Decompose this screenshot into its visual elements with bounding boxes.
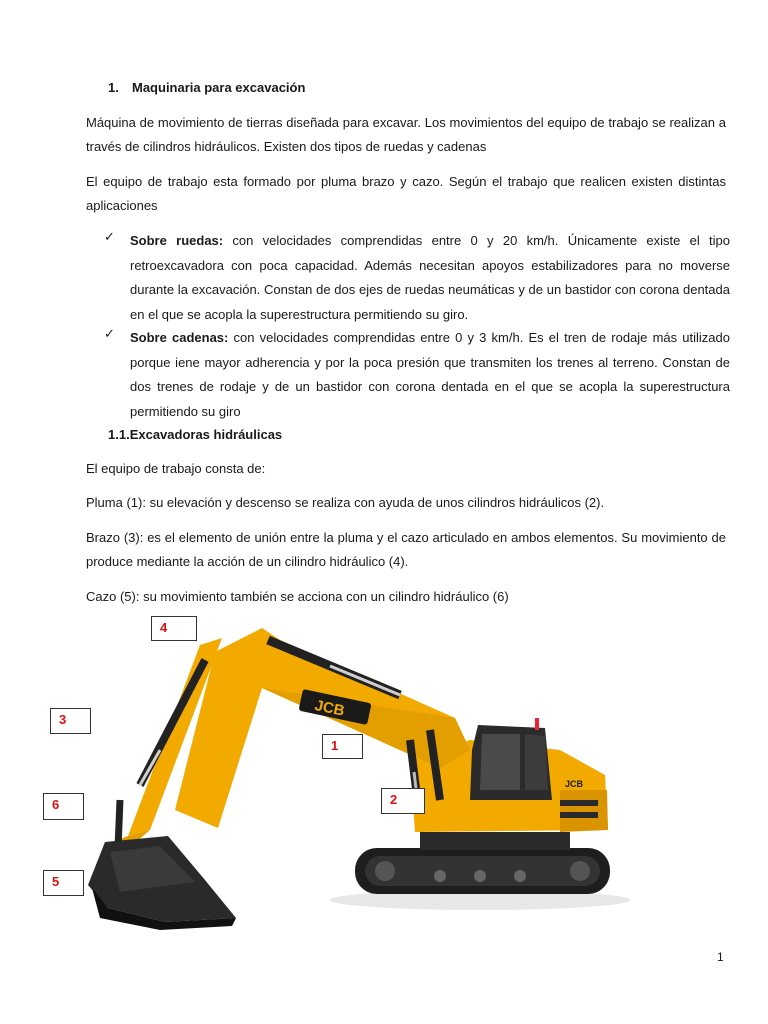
section-number: 1. [108,80,119,95]
brazo-paragraph: Brazo (3): es el elemento de unión entre la pluma y el cazo articulado en ambos elementos. Su movimiento de produce mediante la acción de un cilindro hidráulico (4). [86,530,726,569]
brand-logo: JCB [313,696,347,720]
figure-label-2: 2 [381,788,425,814]
pluma-paragraph: Pluma (1): su elevación y descenso se realiza con ayuda de unos cilindros hidráulicos (2). [86,495,605,510]
equipment-paragraph: El equipo de trabajo esta formado por pluma brazo y cazo. Según el trabajo que realicen existen distintas aplicaciones [86,174,726,213]
svg-text:JCB: JCB [565,779,584,789]
section-heading [108,80,305,95]
figure-label-1: 1 [322,734,363,759]
bullet-text [130,229,730,327]
figure-label-4: 4 [151,616,197,641]
section-title: Maquinaria para excavación [132,80,306,95]
bullet-term: Sobre cadenas: [130,330,229,345]
intro-paragraph: Máquina de movimiento de tierras diseñada para excavar. Los movimientos del equipo de trabajo se realizan a través de cilindros hidráulicos. Existen dos tipos de ruedas y cadenas [86,115,726,154]
subsection-title: Excavadoras hidráulicas [129,427,283,442]
track-assembly [355,848,610,894]
checkmark-icon: ✓ [104,326,115,341]
figure-label-5: 5 [43,870,84,896]
bullet-term: Sobre ruedas: [130,233,224,248]
bullet-body: con velocidades comprendidas entre 0 y 20 km/h. Únicamente existe el tipo retroexcavadora con poca capacidad. Además necesitan apoyos estabilizadores para no moverse durante la excavación. Constan de dos ejes de ruedas neumáticas y de un bastidor con corona dentada en el que se acopla la superestructura permitiendo su giro. [130,233,730,322]
bullet-body: con velocidades comprendidas entre 0 y 3 km/h. Es el tren de rodaje más utilizado porque iene mayor adherencia y por la poca presión que transmiten los trenes al terreno. Constan de dos trenes de rodaje y de un bastidor con corona dentada en el que se acopla la superestructura permitiendo su giro [130,330,730,419]
figure-label-3: 3 [50,708,91,734]
excavator-illustration [0,600,768,940]
consta-paragraph: El equipo de trabajo consta de: [86,461,266,476]
figure-label-6: 6 [43,793,84,820]
subsection-heading [108,427,282,442]
page-number: 1 [717,950,724,964]
cazo-paragraph: Cazo (5): su movimiento también se acciona con un cilindro hidráulico (6) [86,589,509,604]
bullet-text [130,326,730,424]
subsection-number: 1.1. [108,427,130,442]
checkmark-icon: ✓ [104,229,115,244]
bucket [88,836,236,930]
operator-cab [470,725,552,800]
